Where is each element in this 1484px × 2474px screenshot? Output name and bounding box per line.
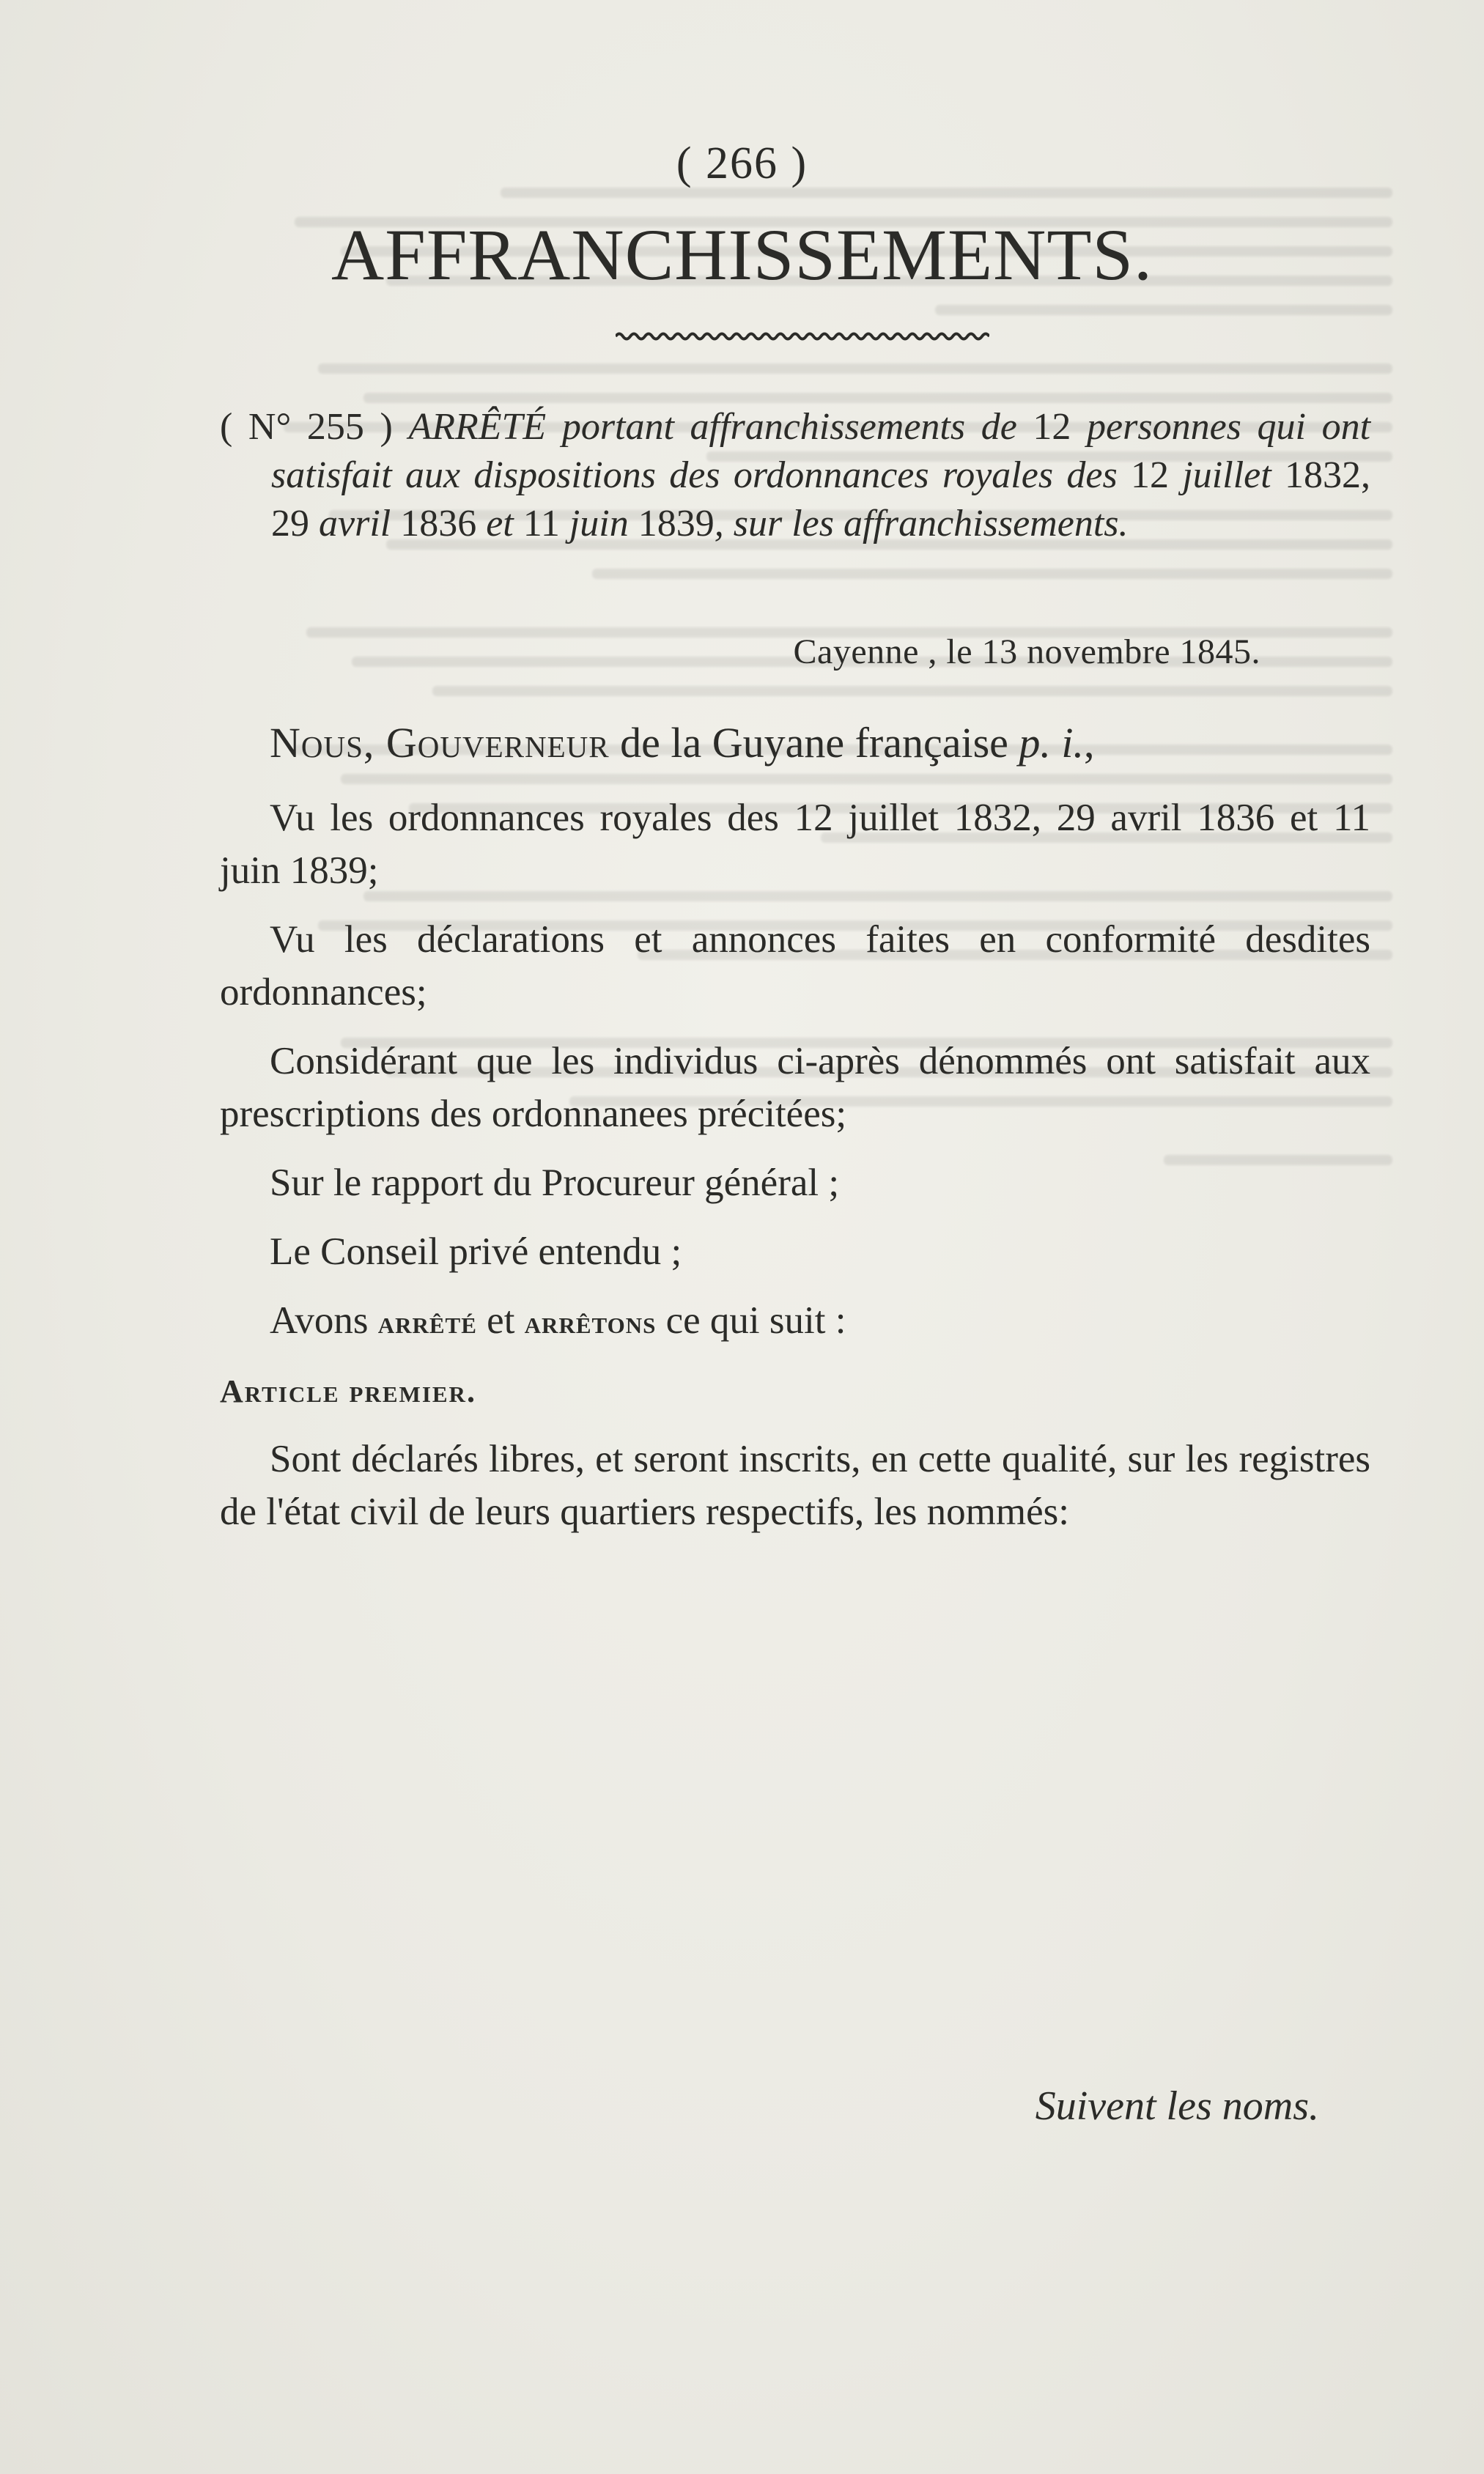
dateline: Cayenne , le 13 novembre 1845. (793, 632, 1260, 671)
heading-text-3: , sur les affranchissements. (714, 503, 1129, 544)
signoff-note: Suivent les noms. (1035, 2083, 1319, 2129)
heading-date3-month: juin (559, 503, 638, 544)
avons-text-2: et (476, 1299, 525, 1342)
governor-title: Nous, Gouverneur (270, 719, 610, 767)
paragraph-vu-ordonnances: Vu les ordonnances royales des 12 juillet 1832, 29 avril 1836 et 11 juin 1839; (220, 797, 1370, 892)
paragraph-vu-declarations: Vu les déclarations et annonces faites en conformité desdites ordonnances; (220, 918, 1370, 1013)
decorative-rule (616, 331, 989, 341)
heading-date1-year: 1832 (1285, 454, 1361, 496)
section-title: AFFRANCHISSEMENTS. (331, 214, 1153, 295)
paragraph-sont-declares: Sont déclarés libres, et seront inscrits, en cette qualité, sur les registres de l'état civil de leurs quartiers respectifs, les nommés: (220, 1438, 1370, 1533)
paragraph-avons (220, 1294, 1370, 1349)
page-number: ( 266 ) (676, 139, 808, 188)
decree-number: ( N° 255 ) (220, 406, 393, 448)
heading-date3-year: 1839 (638, 503, 715, 544)
paragraph-considerant: Considérant que les individus ci-après dénommés ont satisfait aux prescriptions des ordonnanees précitées; (220, 1040, 1370, 1135)
heading-text-1: portant affranchissements de (546, 406, 1033, 448)
governor-preamble (220, 717, 1370, 769)
heading-date1-day: 12 (1131, 454, 1170, 496)
article-heading: Article premier. (220, 1373, 476, 1409)
avons-arretons: arrêtons (524, 1304, 657, 1340)
heading-date2-day: 29 (271, 503, 309, 544)
governor-pi: p. i. (1019, 719, 1085, 767)
avons-arrete: arrêté (377, 1304, 477, 1340)
heading-date1-month: juillet (1169, 454, 1285, 496)
heading-text-2: personnes qui ont satisfait aux dispositions des ordonnances royales des (271, 406, 1371, 496)
paragraph-conseil: Le Conseil privé entendu ; (270, 1230, 682, 1273)
heading-et: et (476, 503, 523, 544)
governor-end: , (1084, 719, 1095, 767)
paragraph-rapport: Sur le rapport du Procureur général ; (270, 1162, 840, 1204)
heading-date2-month: avril (309, 503, 401, 544)
heading-count: 12 (1033, 406, 1071, 448)
avons-text-3: ce qui suit : (656, 1299, 846, 1342)
avons-text-1: Avons (270, 1299, 378, 1342)
heading-date3-day: 11 (523, 503, 560, 544)
heading-comma: , (1361, 454, 1370, 496)
decree-heading (220, 403, 1370, 548)
decree-type: ARRÊTÉ (408, 406, 547, 448)
heading-date2-year: 1836 (400, 503, 477, 544)
decree-body (220, 717, 1370, 1554)
governor-text: de la Guyane française (609, 719, 1019, 767)
